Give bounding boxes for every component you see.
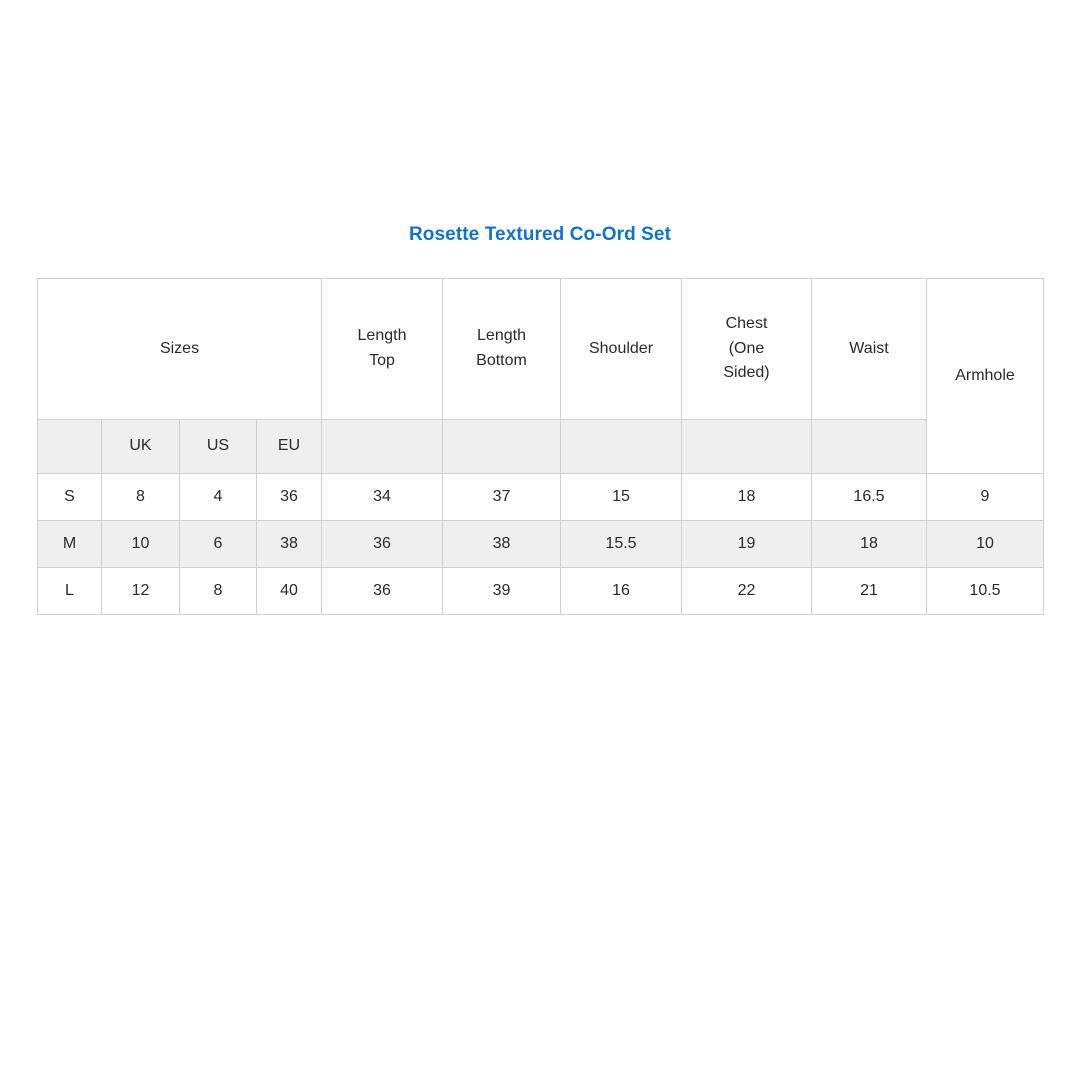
cell-uk: 12 <box>102 568 180 615</box>
table-row <box>38 474 1044 521</box>
page-title: Rosette Textured Co-Ord Set <box>408 224 672 245</box>
table-header-row-sub <box>38 420 1044 474</box>
header-length-bottom-line2: Bottom <box>476 352 527 369</box>
cell-length-top: 36 <box>322 521 443 568</box>
header-chest-line2: (One <box>728 339 765 357</box>
cell-shoulder: 15 <box>561 474 682 521</box>
subheader-eu: EU <box>257 420 322 474</box>
table-row <box>38 568 1044 615</box>
cell-length-bottom: 38 <box>443 521 561 568</box>
cell-uk: 8 <box>102 474 180 521</box>
cell-chest: 18 <box>682 474 812 521</box>
subheader-chest-blank <box>682 420 812 474</box>
cell-uk: 10 <box>102 521 180 568</box>
cell-armhole: 9 <box>927 474 1044 521</box>
subheader-length-bottom-blank <box>443 420 561 474</box>
header-chest-line1: Chest <box>725 314 768 332</box>
cell-size: L <box>38 568 102 615</box>
header-length-top <box>322 279 443 420</box>
cell-size: M <box>38 521 102 568</box>
header-length-bottom-line1: Length <box>477 327 526 345</box>
cell-length-top: 36 <box>322 568 443 615</box>
subheader-uk: UK <box>102 420 180 474</box>
header-length-top-line1: Length <box>357 327 407 345</box>
cell-chest: 19 <box>682 521 812 568</box>
cell-chest: 22 <box>682 568 812 615</box>
cell-waist: 18 <box>812 521 927 568</box>
cell-armhole: 10.5 <box>927 568 1044 615</box>
cell-us: 8 <box>180 568 257 615</box>
table-header-row-main <box>38 279 1044 420</box>
header-chest <box>682 279 812 420</box>
cell-us: 6 <box>180 521 257 568</box>
table-row <box>38 521 1044 568</box>
header-shoulder: Shoulder <box>561 279 682 420</box>
header-length-bottom <box>443 279 561 420</box>
cell-eu: 40 <box>257 568 322 615</box>
header-sizes: Sizes <box>38 279 322 420</box>
subheader-us: US <box>180 420 257 474</box>
subheader-shoulder-blank <box>561 420 682 474</box>
header-chest-line3: Sided) <box>723 364 770 382</box>
cell-waist: 16.5 <box>812 474 927 521</box>
cell-us: 4 <box>180 474 257 521</box>
cell-shoulder: 16 <box>561 568 682 615</box>
header-waist: Waist <box>812 279 927 420</box>
header-length-top-line2: Top <box>369 352 395 369</box>
cell-eu: 36 <box>257 474 322 521</box>
cell-waist: 21 <box>812 568 927 615</box>
cell-shoulder: 15.5 <box>561 521 682 568</box>
cell-length-top: 34 <box>322 474 443 521</box>
size-chart-table <box>37 278 1044 615</box>
header-armhole: Armhole <box>927 279 1044 474</box>
cell-length-bottom: 37 <box>443 474 561 521</box>
cell-size: S <box>38 474 102 521</box>
subheader-length-top-blank <box>322 420 443 474</box>
cell-armhole: 10 <box>927 521 1044 568</box>
subheader-waist-blank <box>812 420 927 474</box>
cell-length-bottom: 39 <box>443 568 561 615</box>
size-chart-table-container <box>37 278 1043 615</box>
cell-eu: 38 <box>257 521 322 568</box>
subheader-blank <box>38 420 102 474</box>
